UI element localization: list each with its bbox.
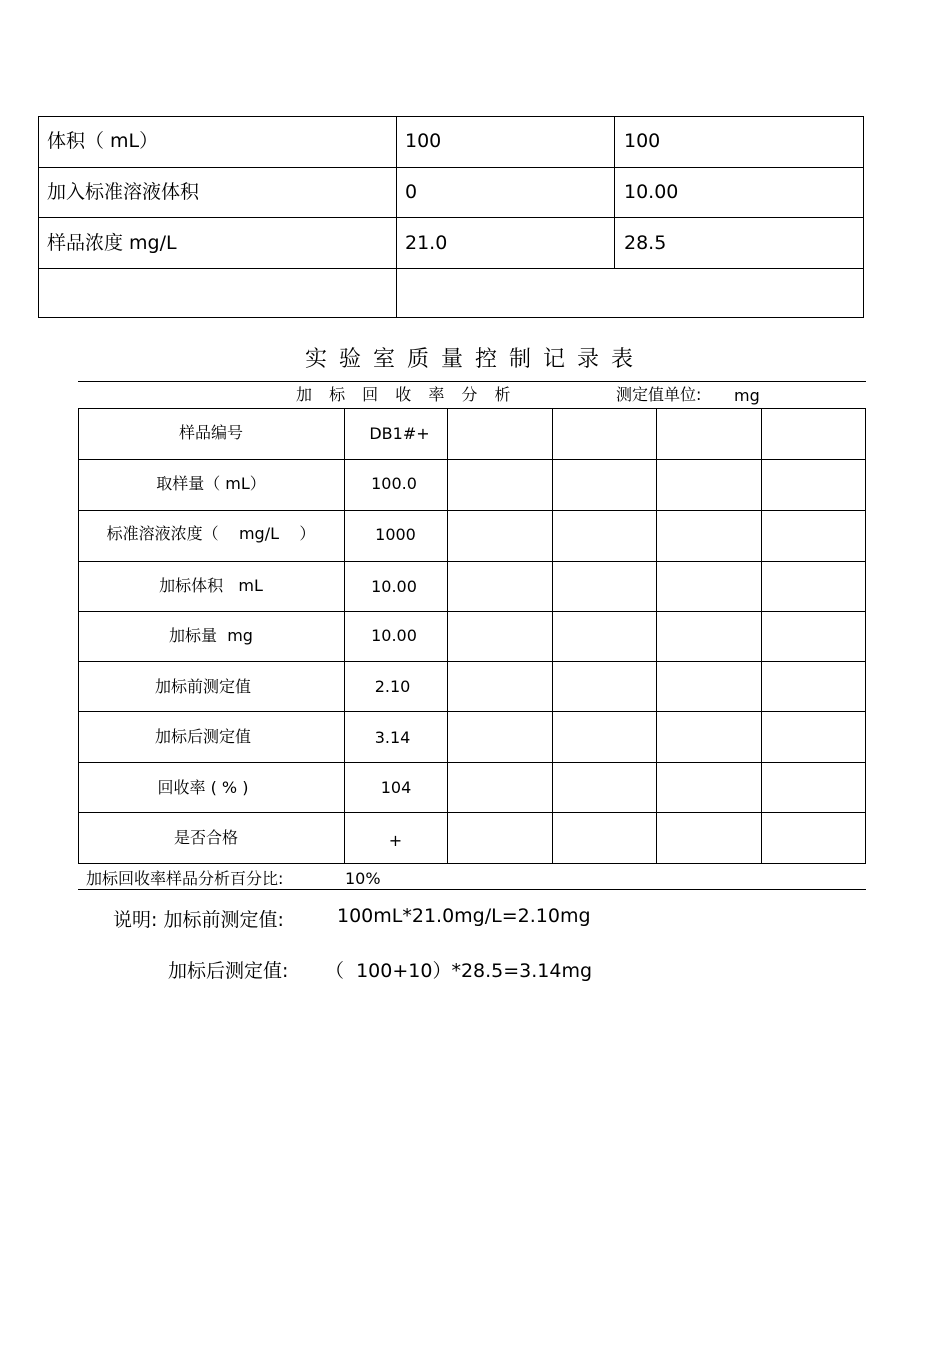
row-label: 加标前测定值 [154,677,251,696]
row-label: 取样量（ mL） [156,474,266,493]
rule-line [78,611,866,612]
rule-line [552,408,553,864]
top-table-divider [614,117,615,268]
rule-line [656,408,657,864]
rule-line [78,889,866,890]
top-table-divider [39,268,863,269]
table-cell: 0 [405,181,418,203]
row-value: 10.00 [371,577,417,596]
unit-label: 测定值单位: [616,385,702,404]
row-label: 标准溶液浓度（ mg/L ） [106,524,316,543]
rule-line [78,408,866,409]
row-value: DB1#+ [369,424,430,443]
rule-line [78,711,866,712]
table-cell: 100 [624,130,661,152]
table-cell: 体积（ mL） [47,130,159,152]
row-value: 3.14 [374,728,411,747]
top-table-divider [39,217,863,218]
row-label: 是否合格 [173,828,238,847]
unit-value: mg [734,386,760,405]
top-table-divider [39,167,863,168]
row-value: 2.10 [374,677,411,696]
table-cell: 21.0 [405,232,448,254]
table-cell: 加入标准溶液体积 [47,181,200,203]
row-label: 加标后测定值 [154,727,251,746]
rule-line [78,381,866,382]
row-value: 10.00 [371,626,417,645]
footer-value: 10% [345,869,381,888]
row-label: 加标量 mg [169,626,253,645]
row-value: 1000 [375,525,416,544]
rule-line [78,459,866,460]
table-cell: 100 [405,130,442,152]
note-label: 说明: 加标前测定值: [113,909,284,931]
rule-line [761,408,762,864]
row-value: 104 [380,778,412,797]
row-label: 样品编号 [178,423,243,442]
rule-line [78,863,866,864]
rule-line [865,408,866,864]
footer-label: 加标回收率样品分析百分比: [86,869,284,888]
note-value: 100mL*21.0mg/L=2.10mg [337,905,591,927]
table-cell: 样品浓度 mg/L [47,232,177,254]
form-subtitle: 加 标 回 收 率 分 析 [296,385,517,404]
rule-line [78,812,866,813]
note-label: 加标后测定值: [168,960,289,982]
row-value: 100.0 [371,474,417,493]
form-title: 实验室质量控制记录表 [304,347,645,372]
rule-line [78,510,866,511]
top-table [38,116,864,318]
row-value: + [388,831,403,850]
rule-line [78,561,866,562]
row-label: 回收率 ( % ) [157,778,249,797]
rule-line [78,762,866,763]
rule-line [78,661,866,662]
table-cell: 10.00 [624,181,679,203]
table-cell: 28.5 [624,232,667,254]
note-value: （ 100+10）*28.5=3.14mg [325,960,593,982]
row-label: 加标体积 mL [159,576,263,595]
